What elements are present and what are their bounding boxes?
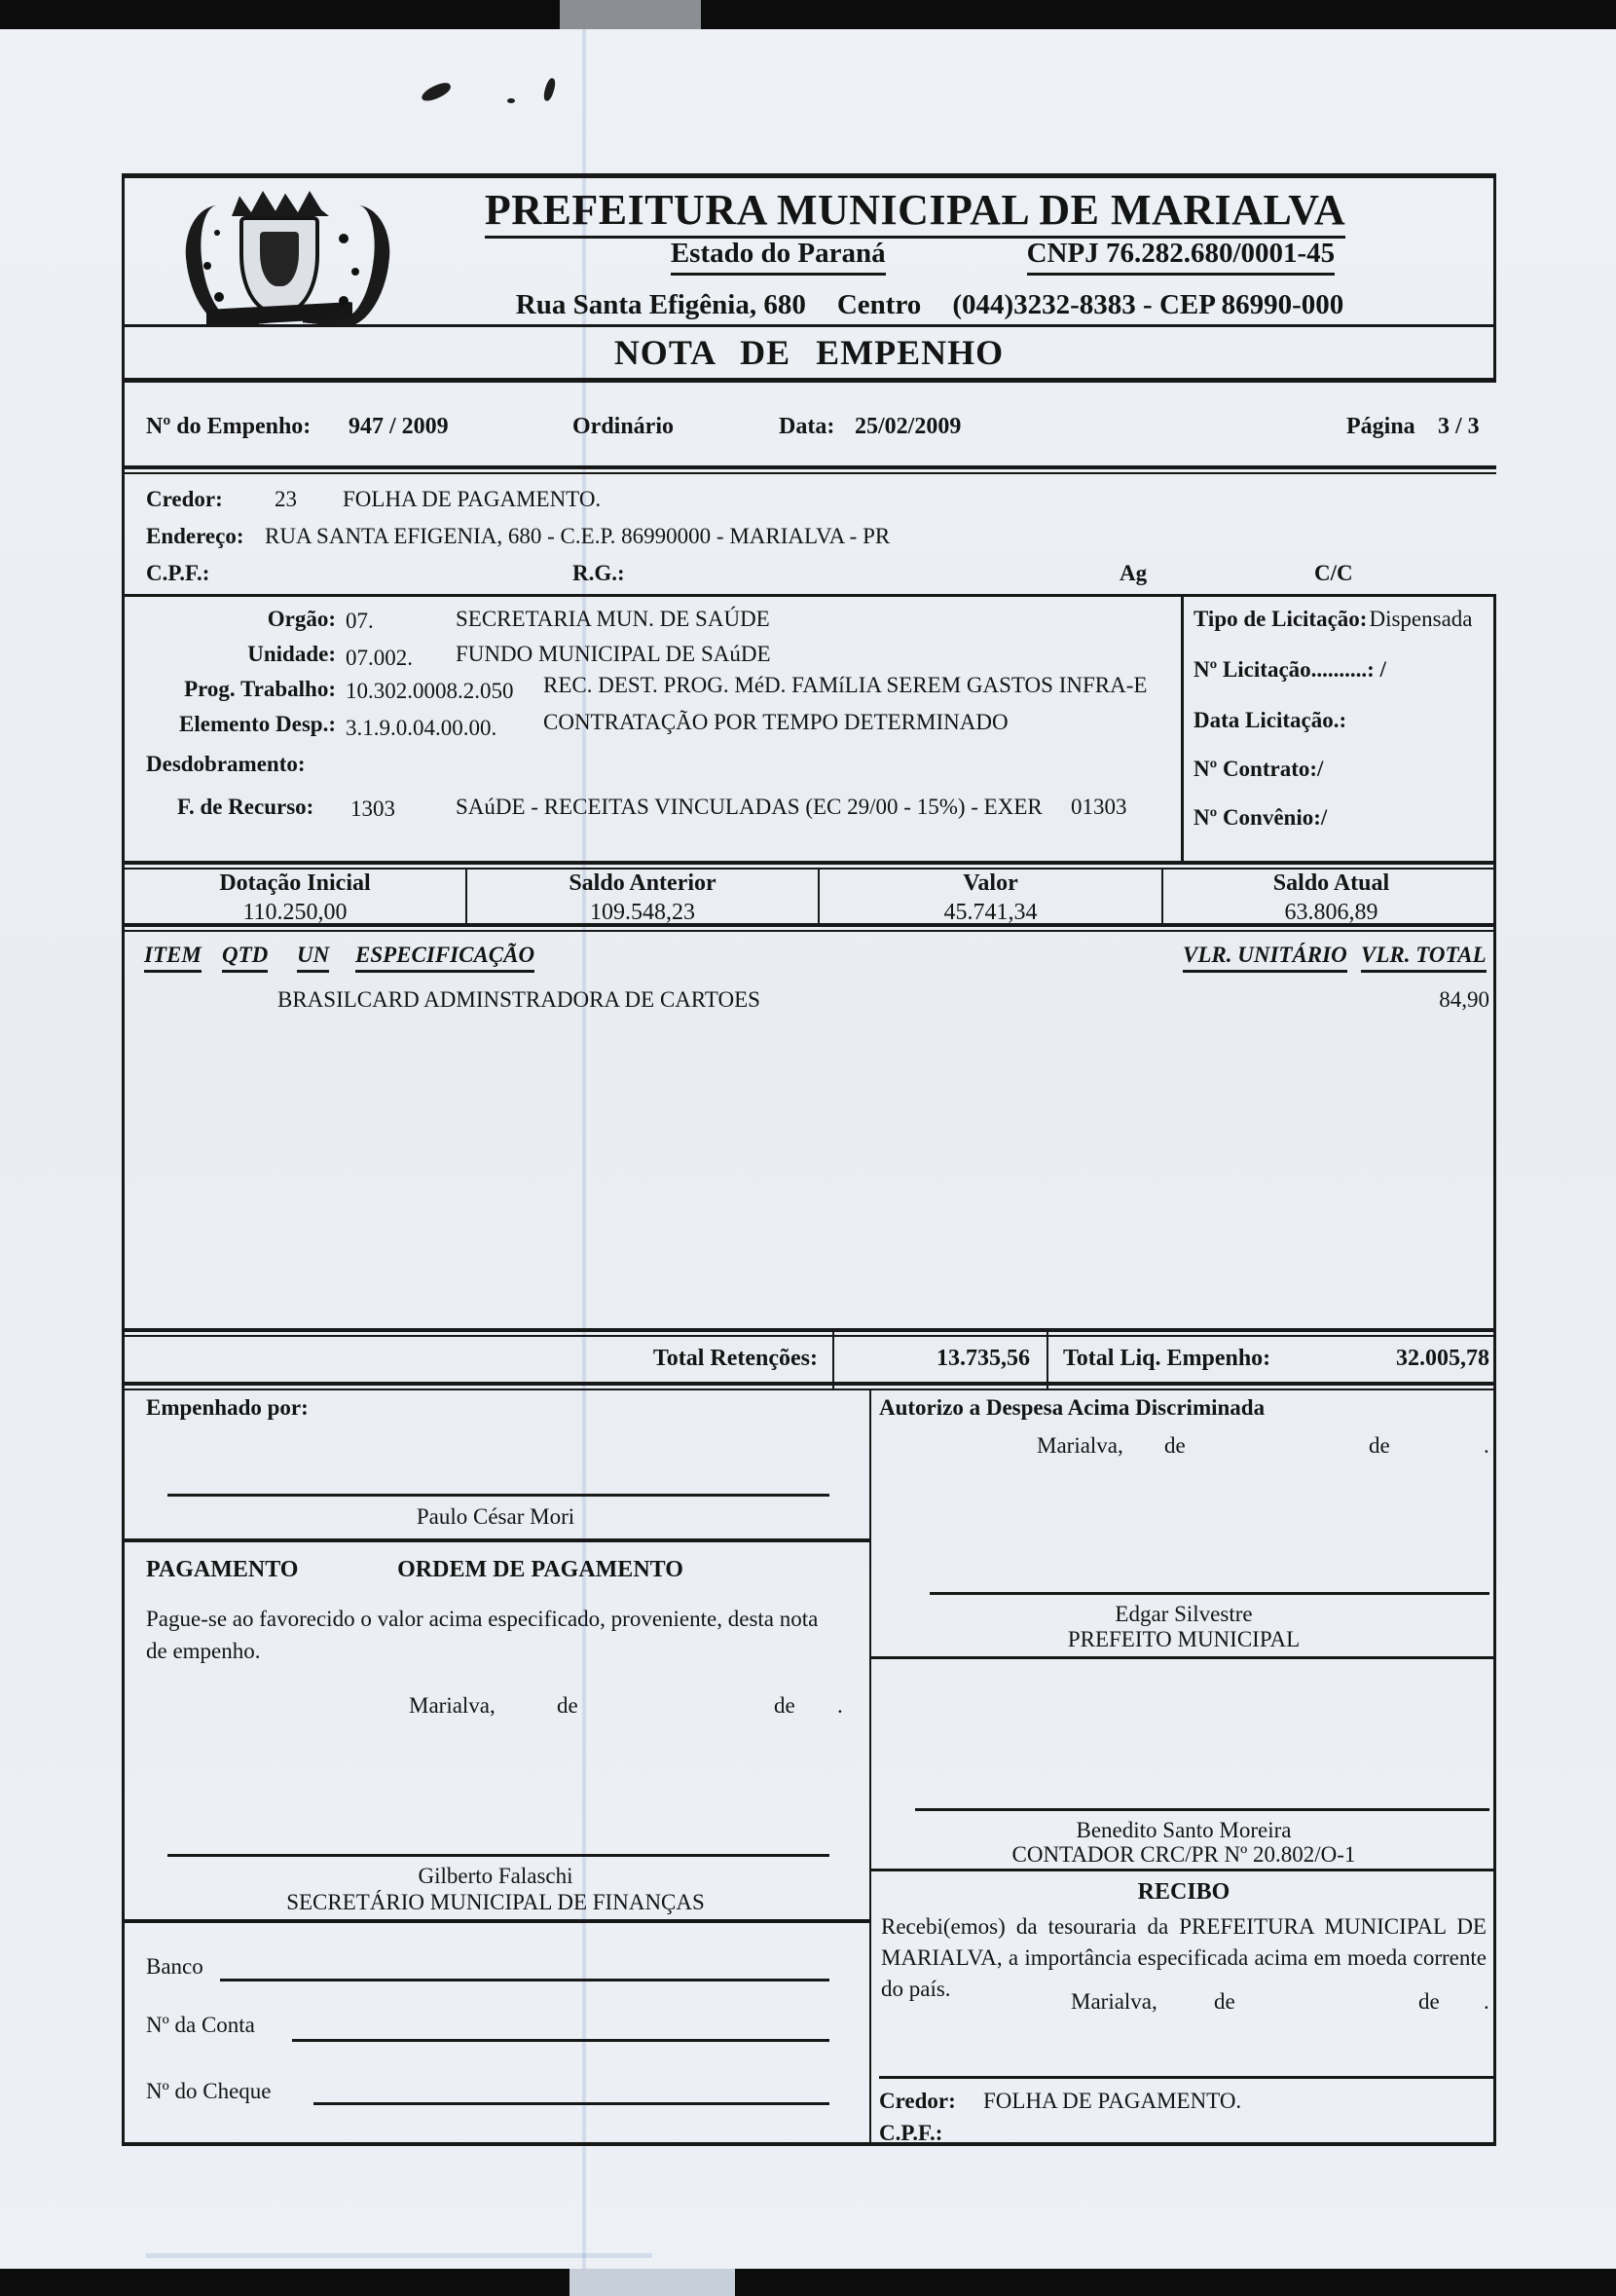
- contador-cargo: CONTADOR CRC/PR Nº 20.802/O-1: [1011, 1842, 1356, 1867]
- rule: [122, 594, 1496, 597]
- col-header-especificacao: ESPECIFICAÇÃO: [355, 943, 534, 973]
- col-header-un: UN: [297, 943, 329, 973]
- elemento-desp-label: Elemento Desp.:: [179, 712, 336, 736]
- scan-bottom-bar: [0, 2269, 1616, 2296]
- saldo-col-dotacao: [125, 870, 465, 926]
- scanner-streak-bottom: [146, 2253, 652, 2258]
- rule: [122, 465, 1496, 474]
- prefeito-nome: Edgar Silvestre: [1115, 1602, 1253, 1626]
- tipo-licitacao-row: [1194, 606, 1473, 634]
- cheque-fill-line: [313, 2102, 829, 2105]
- rule: [122, 1919, 869, 1923]
- orgao-code: 07.: [346, 609, 374, 633]
- signature-line: [167, 1854, 829, 1857]
- fonte-recurso-label: F. de Recurso:: [177, 795, 314, 819]
- saldo-col-valor: [818, 870, 1161, 926]
- pen-mark: [507, 98, 515, 103]
- signature-line: [167, 1494, 829, 1497]
- de-word: de: [557, 1693, 578, 1718]
- rule: [871, 1869, 1496, 1871]
- col-header-qtd: QTD: [222, 943, 268, 973]
- de-word: de: [1164, 1433, 1186, 1458]
- conta-label: Nº da Conta: [146, 2013, 255, 2037]
- num-licitacao-label: Nº Licitação..........: /: [1194, 657, 1386, 682]
- empenhado-por-label: Empenhado por:: [146, 1395, 309, 1420]
- address-underline: [516, 288, 1344, 327]
- secretario-nome: Gilberto Falaschi: [418, 1864, 573, 1888]
- elemento-desp-name: CONTRATAÇÃO POR TEMPO DETERMINADO: [543, 710, 1009, 734]
- secretario-cargo: SECRETÁRIO MUNICIPAL DE FINANÇAS: [286, 1890, 705, 1914]
- ag-label: Ag: [1120, 561, 1148, 585]
- orgao-label: Orgão:: [267, 607, 336, 631]
- page-number: 3 / 3: [1438, 414, 1480, 439]
- ordem-pagamento-text: Pague-se ao favorecido o valor acima especificado, proveniente, desta nota de empenho.: [146, 1607, 819, 1664]
- rule: [1493, 980, 1496, 1328]
- recibo-title: RECIBO: [1137, 1879, 1230, 1905]
- state-cnpj-row: [545, 237, 1460, 276]
- banco-fill-line: [220, 1979, 829, 1981]
- rule: [122, 1538, 869, 1542]
- prefeito-cargo: PREFEITO MUNICIPAL: [1067, 1627, 1301, 1651]
- pen-mark: [542, 77, 557, 102]
- pagamento-title: PAGAMENTO: [146, 1557, 299, 1582]
- page-label: Página: [1346, 414, 1415, 439]
- recibo-credor-value: FOLHA DE PAGAMENTO.: [983, 2089, 1242, 2113]
- fonte-recurso-code2: 01303: [1071, 795, 1127, 819]
- de-word: de: [1369, 1433, 1390, 1458]
- total-liquido-label: Total Liq. Empenho:: [1063, 1346, 1271, 1371]
- col-header-vlr-total: VLR. TOTAL: [1361, 943, 1487, 973]
- district: Centro: [836, 289, 922, 320]
- endereco-label: Endereço:: [146, 524, 244, 548]
- de-word: de: [774, 1693, 795, 1718]
- saldo-header: Valor: [963, 870, 1018, 896]
- date-label: Data:: [779, 414, 835, 439]
- period-mark: .: [837, 1693, 843, 1718]
- rule: [1181, 594, 1184, 863]
- prog-trabalho-label: Prog. Trabalho:: [184, 677, 336, 701]
- tipo-licitacao-label: Tipo de Licitação:: [1194, 607, 1368, 631]
- phone-cep: (044)3232-8383 - CEP 86990-000: [952, 289, 1344, 320]
- prog-trabalho-name: REC. DEST. PROG. MéD. FAMíLIA SEREM GASTOS INFRA-E: [543, 673, 1148, 697]
- saldos-table: [122, 870, 1496, 923]
- rule: [122, 861, 1496, 870]
- doc-title: NOTA DE EMPENHO: [613, 333, 1005, 372]
- recibo-credor-label: Credor:: [879, 2089, 956, 2113]
- city-date-line: Marialva,: [1037, 1433, 1123, 1458]
- street-address: Rua Santa Efigênia, 680: [515, 289, 806, 320]
- banco-label: Banco: [146, 1954, 203, 1979]
- rule: [122, 923, 1496, 932]
- scan-top-bar: [0, 0, 1616, 29]
- saldo-col-anterior: [465, 870, 818, 926]
- scan-bottom-bar-gap: [569, 2269, 735, 2296]
- doc-title-band: [122, 327, 1496, 383]
- total-liquido-value: 32.005,78: [1396, 1346, 1489, 1371]
- city-date-line: Marialva,: [1071, 1989, 1157, 2014]
- saldo-header: Saldo Atual: [1272, 870, 1390, 896]
- rule: [869, 1390, 871, 2146]
- unidade-label: Unidade:: [247, 642, 336, 666]
- unidade-code: 07.002.: [346, 646, 413, 670]
- crest-core: [260, 232, 299, 286]
- saldo-value: 110.250,00: [242, 900, 348, 925]
- col-header-item: ITEM: [144, 943, 202, 973]
- cnpj-label: CNPJ 76.282.680/0001-45: [1027, 237, 1336, 276]
- cc-label: C/C: [1314, 561, 1353, 585]
- item-especificacao: BRASILCARD ADMINSTRADORA DE CARTOES: [277, 987, 760, 1012]
- data-licitacao-label: Data Licitação.:: [1194, 708, 1347, 732]
- period-mark: .: [1484, 1433, 1489, 1458]
- rule: [879, 2076, 1496, 2079]
- date-value: 25/02/2009: [855, 414, 962, 439]
- saldo-value: 109.548,23: [590, 900, 695, 925]
- rule: [122, 980, 125, 1328]
- address-row: [399, 288, 1460, 327]
- saldo-value: 63.806,89: [1284, 900, 1378, 925]
- org-title-row: [448, 185, 1382, 235]
- crest-ornaments: [214, 230, 220, 236]
- empenhado-por-nome: Paulo César Mori: [416, 1504, 575, 1529]
- num-contrato-label: Nº Contrato:/: [1194, 757, 1324, 781]
- signature-line: [930, 1592, 1489, 1595]
- signature-line: [915, 1808, 1489, 1811]
- prog-trabalho-code: 10.302.0008.2.050: [346, 679, 514, 703]
- marialva-coat-of-arms-logo: [146, 191, 414, 329]
- contador-nome: Benedito Santo Moreira: [1076, 1818, 1292, 1842]
- cheque-label: Nº do Cheque: [146, 2079, 272, 2103]
- fonte-recurso-name: SAúDE - RECEITAS VINCULADAS (EC 29/00 - 15%) - EXER: [456, 795, 1043, 819]
- crest-shield: [239, 216, 319, 314]
- recibo-text: Recebi(emos) da tesouraria da PREFEITURA MUNICIPAL DE MARIALVA, a importância especificada acima em moeda corrente do país.: [881, 1914, 1487, 2002]
- rule: [122, 1382, 1496, 1390]
- item-vlr-total: 84,90: [1439, 987, 1489, 1012]
- de-word: de: [1418, 1989, 1440, 2014]
- rule: [122, 1328, 1496, 1337]
- credor-code: 23: [275, 487, 297, 511]
- saldo-value: 45.741,34: [943, 900, 1038, 925]
- desdobramento-label: Desdobramento:: [146, 752, 306, 776]
- col-header-vlr-unitario: VLR. UNITÁRIO: [1183, 943, 1347, 973]
- rule: [871, 1656, 1496, 1659]
- rule: [122, 2142, 1496, 2146]
- tipo-licitacao-value: Dispensada: [1369, 607, 1473, 631]
- rg-label: R.G.:: [572, 561, 625, 585]
- saldo-header: Saldo Anterior: [569, 870, 716, 896]
- orgao-name: SECRETARIA MUN. DE SAÚDE: [456, 607, 770, 631]
- recibo-cpf-label: C.P.F.:: [879, 2121, 943, 2145]
- unidade-name: FUNDO MUNICIPAL DE SAúDE: [456, 642, 771, 666]
- fonte-recurso-code: 1303: [350, 796, 395, 821]
- de-word: de: [1214, 1989, 1235, 2014]
- period-mark: .: [1484, 1989, 1489, 2014]
- empenho-type: Ordinário: [572, 414, 675, 439]
- scan-top-bar-gap: [560, 0, 701, 29]
- empenho-number-label: Nº do Empenho:: [146, 414, 312, 439]
- endereco-value: RUA SANTA EFIGENIA, 680 - C.E.P. 86990000 - MARIALVA - PR: [265, 524, 891, 548]
- num-convenio-label: Nº Convênio:/: [1194, 805, 1328, 830]
- pen-mark: [420, 80, 454, 103]
- credor-name: FOLHA DE PAGAMENTO.: [343, 487, 602, 511]
- ordem-pagamento-title: ORDEM DE PAGAMENTO: [397, 1557, 683, 1582]
- elemento-desp-code: 3.1.9.0.04.00.00.: [346, 716, 497, 740]
- total-retencoes-value: 13.735,56: [937, 1346, 1030, 1371]
- city-date-line: Marialva,: [409, 1693, 496, 1718]
- total-retencoes-label: Total Retenções:: [652, 1346, 818, 1371]
- cpf-label: C.P.F.:: [146, 561, 210, 585]
- state-label: Estado do Paraná: [671, 237, 886, 276]
- saldo-header: Dotação Inicial: [219, 870, 371, 896]
- saldo-col-atual: [1161, 870, 1499, 926]
- autorizo-title: Autorizo a Despesa Acima Discriminada: [879, 1395, 1266, 1420]
- conta-fill-line: [292, 2039, 829, 2042]
- org-name: PREFEITURA MUNICIPAL DE MARIALVA: [485, 186, 1345, 239]
- credor-label: Credor:: [146, 487, 223, 511]
- empenho-number: 947 / 2009: [349, 414, 449, 439]
